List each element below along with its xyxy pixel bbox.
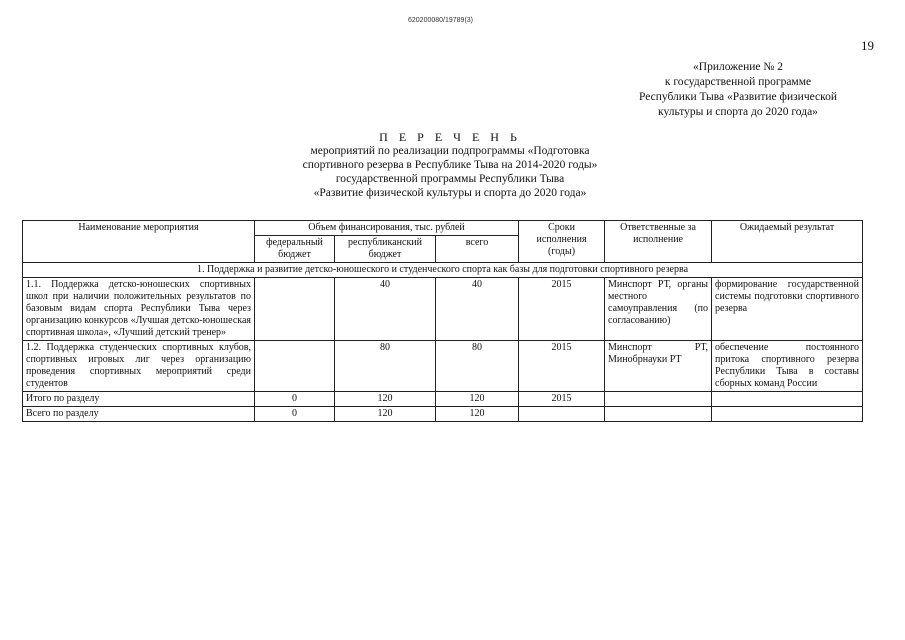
federal-budget-cell	[255, 278, 335, 341]
header-federal: федеральный бюджет	[255, 236, 335, 263]
appendix-reference	[620, 60, 856, 120]
term-cell: 2015	[519, 341, 605, 392]
table-row	[23, 341, 863, 392]
responsible-cell: Минспорт РТ, органы местного самоуправления (по согласованию)	[605, 278, 712, 341]
page-number: 19	[861, 38, 874, 53]
subtotal-empty-cell	[605, 392, 712, 407]
grand-total-total: 120	[436, 407, 519, 422]
grand-total-empty-cell	[519, 407, 605, 422]
appendix-line: Республики Тыва «Развитие физической	[638, 91, 838, 103]
heading-line: спортивного резерва в Республике Тыва на 2014-2020 годы»	[302, 159, 598, 171]
document-heading	[240, 130, 660, 200]
header-funding: Объем финансирования, тыс. рублей	[255, 221, 519, 236]
header-republic: республиканский бюджет	[335, 236, 436, 263]
header-responsible: Ответственные за исполнение	[605, 221, 712, 263]
table-row	[23, 278, 863, 341]
grand-total-empty-cell	[605, 407, 712, 422]
header-name: Наименование мероприятия	[23, 221, 255, 263]
appendix-line: к государственной программе	[664, 76, 812, 88]
result-cell: формирование государственной системы подготовки спортивного резерва	[712, 278, 863, 341]
result-cell: обеспечение постоянного притока спортивного резерва Республики Тыва в составы сборных команд России	[712, 341, 863, 392]
republic-budget-cell: 80	[335, 341, 436, 392]
header-result: Ожидаемый результат	[712, 221, 863, 263]
grand-total-empty-cell	[712, 407, 863, 422]
heading-line: «Развитие физической культуры и спорта до 2020 года»	[313, 187, 587, 199]
republic-budget-cell: 40	[335, 278, 436, 341]
document-title: П Е Р Е Ч Е Н Ь	[379, 130, 521, 144]
term-cell: 2015	[519, 278, 605, 341]
section-row	[23, 263, 863, 278]
subtotal-label: Итого по разделу	[23, 392, 255, 407]
measure-name: 1.1. Поддержка детско-юношеских спортивных школ при наличии положительных результатов по базовым видам спорта Республики Тыва через организацию конкурсов «Лучшая детско-юношеская спортивная школа», «Лучший детский тренер»	[23, 278, 255, 341]
total-cell: 40	[436, 278, 519, 341]
heading-line: государственной программы Республики Тыва	[335, 173, 565, 185]
subtotal-row	[23, 392, 863, 407]
measure-name: 1.2. Поддержка студенческих спортивных клубов, спортивных игровых лиг через организацию проведения спортивных мероприятий среди студентов	[23, 341, 255, 392]
grand-total-label: Всего по разделу	[23, 407, 255, 422]
appendix-line: «Приложение № 2	[693, 61, 783, 73]
appendix-line: культуры и спорта до 2020 года»	[658, 106, 818, 118]
grand-total-federal: 0	[255, 407, 335, 422]
heading-line: мероприятий по реализации подпрограммы «Подготовка	[310, 145, 590, 157]
document-barcode: 620200080/19789(3)	[408, 17, 474, 24]
measures-table	[22, 220, 863, 422]
header-term: Сроки исполнения (годы)	[519, 221, 605, 263]
total-cell: 80	[436, 341, 519, 392]
subtotal-republic: 120	[335, 392, 436, 407]
section-title: 1. Поддержка и развитие детско-юношеского и студенческого спорта как базы для подготовки спортивного резерва	[23, 263, 863, 278]
grand-total-row	[23, 407, 863, 422]
grand-total-republic: 120	[335, 407, 436, 422]
subtotal-total: 120	[436, 392, 519, 407]
responsible-cell: Минспорт РТ, Минобрнауки РТ	[605, 341, 712, 392]
subtotal-federal: 0	[255, 392, 335, 407]
federal-budget-cell	[255, 341, 335, 392]
subtotal-empty-cell	[712, 392, 863, 407]
subtotal-term: 2015	[519, 392, 605, 407]
header-total: всего	[436, 236, 519, 263]
